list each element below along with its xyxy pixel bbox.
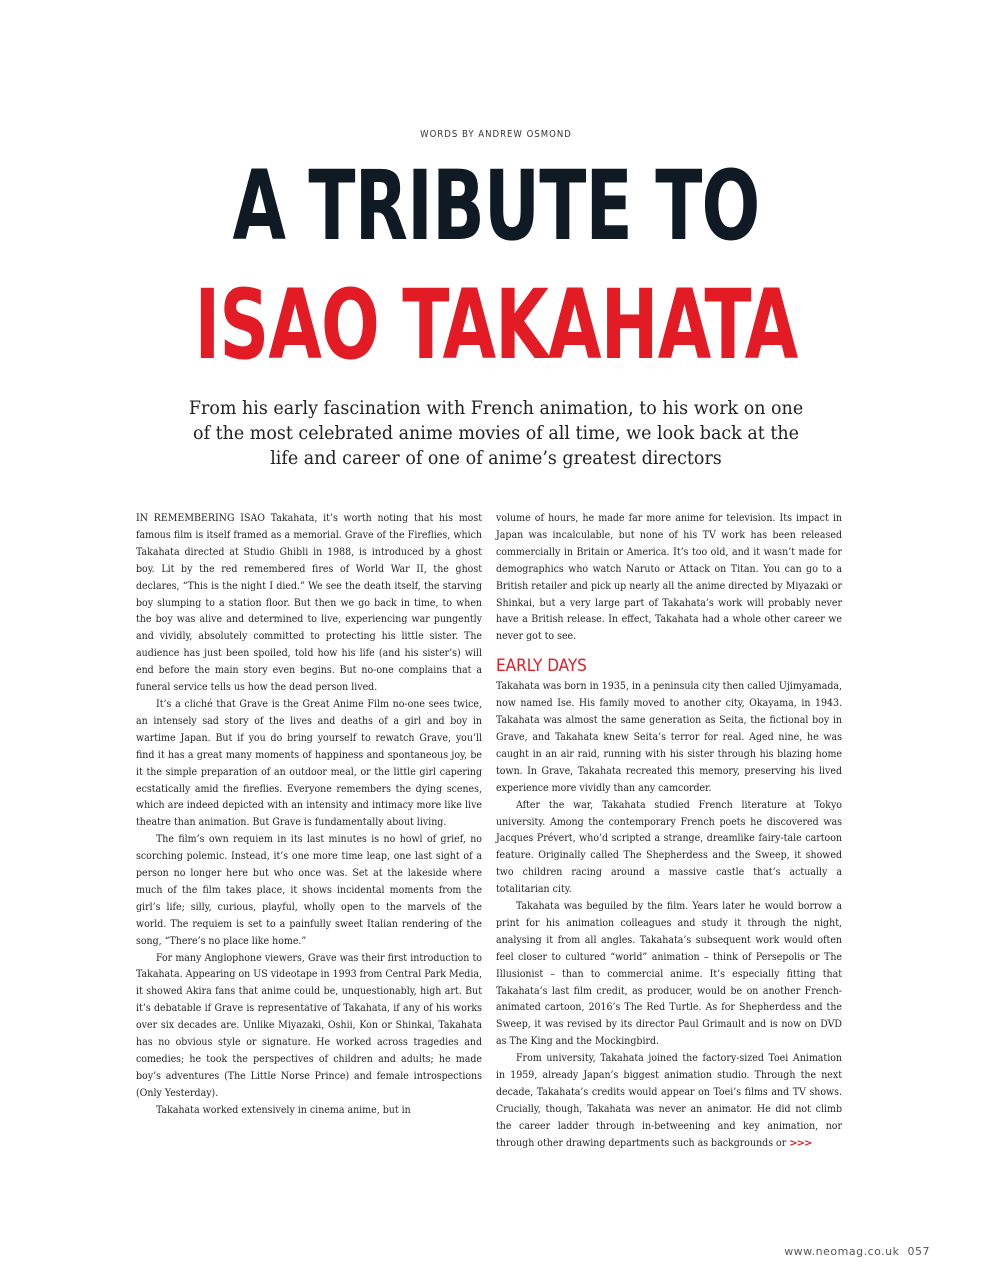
byline: WORDS BY ANDREW OSMOND xyxy=(420,129,572,140)
continue-marker: >>> xyxy=(789,1137,812,1149)
page-footer xyxy=(784,1245,930,1258)
right-column xyxy=(496,510,842,1153)
body-paragraph: The film’s own requiem in its last minutes is no howl of grief, no scorching polemic. Instead, it’s one more time leap, one last sight of a person no longer here but who once was. Set at the lakeside where much of the film takes place, it shows incidental moments from the girl’s life; silly, curious, playful, wholly open to the marvels of the world. The requiem is set to a painfully sweet Italian rendering of the song, “There’s no place like home.” xyxy=(136,833,482,947)
body-paragraph: volume of hours, he made far more anime for television. Its impact in Japan was incalculable, but none of his TV work has been released commercially in Britain or America. It’s too old, and it wasn’t made for demographics who watch Naruto or Attack on Titan. You can go to a British retailer and pick up nearly all the anime directed by Miyazaki or Shinkai, but a very large part of Takahata’s work will probably never have a British release. In effect, Takahata had a whole other career we never got to see. xyxy=(496,512,842,643)
headline-line-2: ISAO TAKAHATA xyxy=(194,269,798,381)
body-paragraph: After the war, Takahata studied French literature at Tokyo university. Among the contemporary French poets he discovered was Jacques Prévert, who’d scripted a strange, dreamlike fairy-tale cartoon feature. Originally called The Shepherdess and the Sweep, it showed two children racing around a massive castle that’s actually a totalitarian city. xyxy=(496,798,842,896)
body-paragraph: It’s a cliché that Grave is the Great Anime Film no-one sees twice, an intensely sad story of the lives and deaths of a girl and boy in wartime Japan. But if you do bring yourself to rewatch Grave, you’ll find it has a great many moments of happiness and spontaneous joy, be it the simple preparation of an outdoor meal, or the little girl capering ecstatically amid the fireflies. Everyone remembers the dying scenes, which are indeed depicted with an intensity and intimacy more like live theatre than animation. But Grave is fundamentally about living. xyxy=(136,697,482,829)
headline-line-1: A TRIBUTE TO xyxy=(232,150,760,262)
footer-url: www.neomag.co.uk xyxy=(784,1245,900,1258)
body-paragraph: Takahata was born in 1935, in a peninsula city then called Ujimyamada, now named Ise. His family moved to another city, Okayama, in 1943. Takahata was almost the same generation as Seita, the fictional boy in Grave, and Takahata knew Seita’s terror for real. Aged nine, he was caught in an air raid, running with his sister through his blazing home town. In Grave, Takahata recreated this memory, preserving his lived experience more vividly than any camcorder. xyxy=(496,680,842,794)
left-column xyxy=(136,510,482,1119)
body-paragraph: For many Anglophone viewers, Grave was their first introduction to Takahata. Appearing on US videotape in 1993 from Central Park Media, it showed Akira fans that anime could be, unquestionably, high art. But it’s debatable if Grave is representative of Takahata, if any of his works over six decades are. Unlike Miyazaki, Oshii, Kon or Shinkai, Takahata has no obvious style or signature. He worked across tragedies and comedies; he took the perspectives of children and adults; he made boy’s adventures (The Little Norse Prince) and female introspections (Only Yesterday). xyxy=(136,951,482,1099)
body-paragraph-last xyxy=(496,1050,842,1152)
section-heading: EARLY DAYS xyxy=(496,656,587,677)
body-paragraph-text: From university, Takahata joined the factory-sized Toei Animation in 1959, already Japan’s biggest animation studio. Through the next decade, Takahata’s credits would appear on Toei’s films and TV shows. Crucially, though, Takahata was never an animator. He did not climb the career ladder through in-betweening and key animation, nor through other drawing departments such as backgrounds or xyxy=(496,1052,842,1149)
body-paragraph: Takahata was beguiled by the film. Years later he would borrow a print for his animation colleagues and study it through the night, analysing it from all angles. Takahata’s subsequent work would often feel closer to cultured “world” animation – think of Persepolis or The Illusionist – than to commercial anime. It’s especially fitting that Takahata’s last film credit, as producer, would be on another French-animated cartoon, 2016’s The Red Turtle. As for Shepherdess and the Sweep, it was revised by its director Paul Grimault and is now on DVD as The King and the Mockingbird. xyxy=(496,900,842,1048)
body-paragraph: IN REMEMBERING ISAO Takahata, it’s worth noting that his most famous film is itself framed as a memorial. Grave of the Fireflies, which Takahata directed at Studio Ghibli in 1988, is introduced by a ghost boy. Lit by the red remembered fires of World War II, the ghost declares, “This is the night I died.” We see the death itself, the starving boy slumping to a station floor. But then we go back in time, to when the boy was alive and determined to live, experiencing war pungently and vividly, absolutely committed to protecting his little sister. The audience has just been spoiled, told how his life (and his sister’s) will end before the main story even begins. But no-one complains that a funeral service tells us how the dead person lived. xyxy=(136,512,482,694)
body-paragraph: Takahata worked extensively in cinema anime, but in xyxy=(156,1103,411,1116)
page-number: 057 xyxy=(907,1245,930,1258)
standfirst: From his early fascination with French animation, to his work on one of the most celebrated anime movies of all time, we look back at the life and career of one of anime’s greatest directors xyxy=(188,397,804,469)
